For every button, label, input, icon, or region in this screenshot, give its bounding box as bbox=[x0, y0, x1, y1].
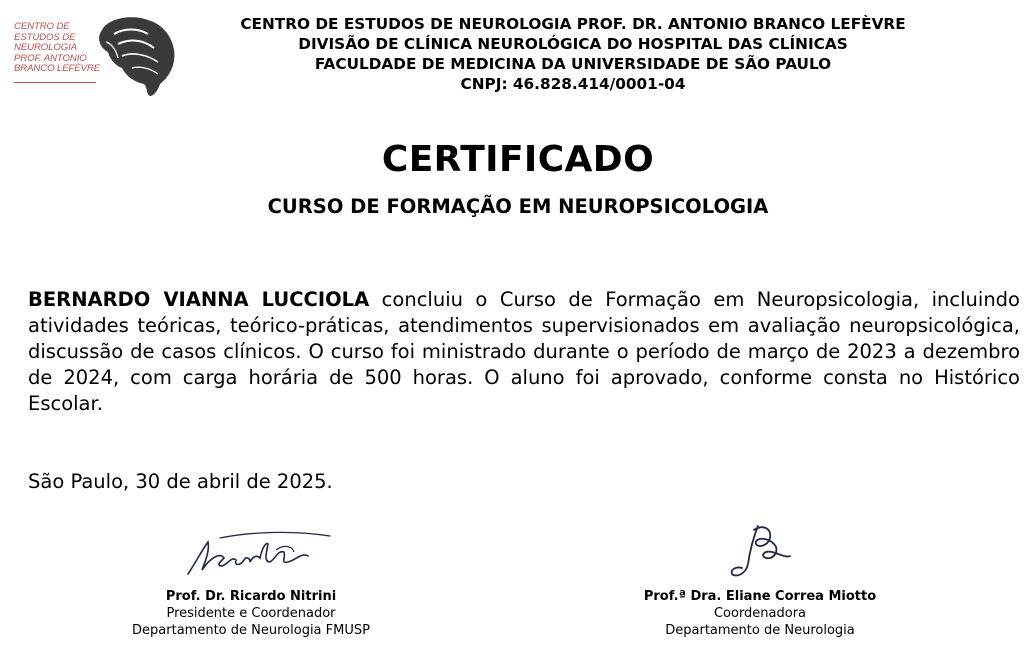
signatory-left-department: Departamento de Neurologia FMUSP bbox=[132, 623, 370, 638]
logo-line-1: CENTRO DE bbox=[14, 21, 70, 32]
logo-line-5: BRANCO LEFÈVRE bbox=[14, 63, 101, 75]
student-name: BERNARDO VIANNA LUCCIOLA bbox=[28, 288, 370, 311]
logo-line-2: ESTUDOS DE bbox=[14, 31, 76, 43]
signature-left-image bbox=[180, 528, 336, 580]
signatory-left-name: Prof. Dr. Ricardo Nitrini bbox=[165, 589, 337, 604]
signature-right-image bbox=[728, 520, 794, 582]
course-subtitle: CURSO DE FORMAÇÃO EM NEUROPSICOLOGIA bbox=[267, 195, 769, 218]
logo-line-4: PROF. ANTONIO bbox=[14, 52, 87, 64]
body-paragraph: concluiu o Curso de Formação em Neuropsicologia, incluindo atividades teóricas, teórico-práticas, atendimentos supervisionados em avaliação neuropsicológica, discussão de casos clínicos. O curso foi ministrado durante o período de março de 2023 a dezembro de 2024, com carga horária de 500 horas. O aluno foi aprovado, conforme consta no Histórico Escolar. bbox=[28, 288, 1020, 415]
header-line-1: CENTRO DE ESTUDOS DE NEUROLOGIA PROF. DR. ANTONIO BRANCO LEFÈVRE bbox=[240, 15, 906, 33]
signatory-left-role: Presidente e Coordenador bbox=[166, 606, 336, 621]
signatory-right-department: Departamento de Neurologia bbox=[665, 623, 855, 638]
institution-logo bbox=[8, 12, 178, 98]
logo-line-3: NEUROLOGIA bbox=[14, 42, 77, 54]
signatory-right-role: Coordenadora bbox=[713, 606, 807, 621]
signatory-right-name: Prof.ª Dra. Eliane Correa Miotto bbox=[643, 589, 877, 604]
header-line-2: DIVISÃO DE CLÍNICA NEUROLÓGICA DO HOSPITAL DAS CLÍNICAS bbox=[298, 35, 848, 53]
logo-underline bbox=[14, 82, 96, 83]
brain-icon bbox=[88, 14, 180, 98]
institution-header bbox=[180, 14, 966, 94]
issue-date: São Paulo, 30 de abril de 2025. bbox=[28, 470, 333, 493]
certificate-body bbox=[28, 287, 1020, 417]
certificate-title: CERTIFICADO bbox=[381, 139, 655, 180]
header-cnpj: CNPJ: 46.828.414/0001-04 bbox=[460, 75, 686, 93]
signature-left bbox=[96, 588, 406, 639]
signature-right bbox=[610, 588, 910, 639]
header-line-3: FACULDADE DE MEDICINA DA UNIVERSIDADE DE SÃO PAULO bbox=[314, 55, 832, 73]
